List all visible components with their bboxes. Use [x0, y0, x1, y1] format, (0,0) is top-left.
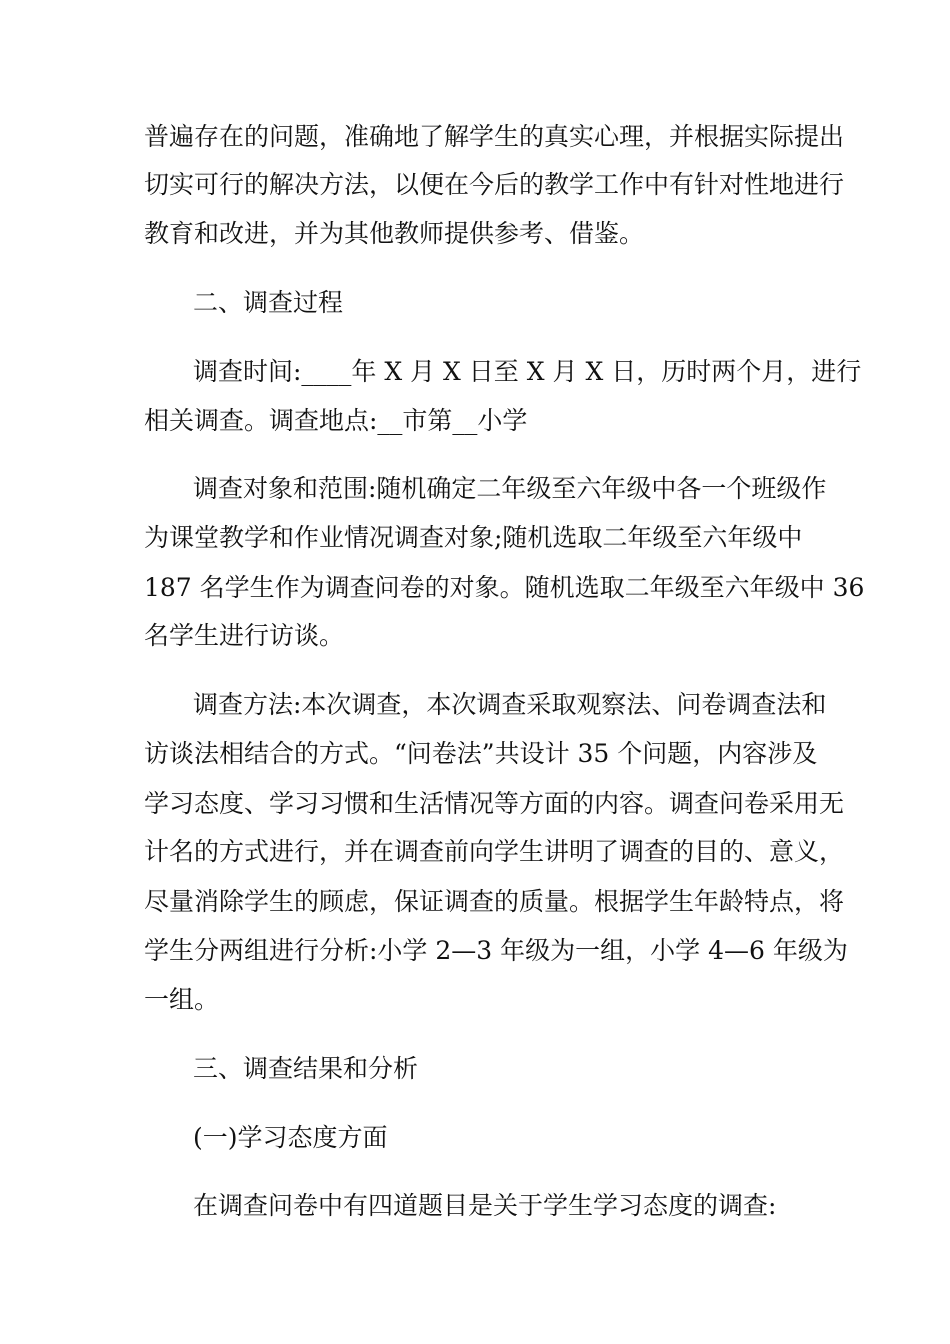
subjects-line-2: 为课堂教学和作业情况调查对象;随机选取二年级至六年级中 — [144, 523, 803, 552]
method-line-2: 访谈法相结合的方式。“问卷法”共设计 35 个问题，内容涉及 — [144, 739, 818, 768]
time-line-2: 相关调查。调查地点:__市第__小学 — [144, 406, 528, 435]
method-line-1: 调查方法:本次调查，本次调查采取观察法、问卷调查法和 — [193, 690, 827, 719]
heading-results: 三、调查结果和分析 — [193, 1054, 419, 1083]
subjects-line-1: 调查对象和范围:随机确定二年级至六年级中各一个班级作 — [193, 474, 827, 503]
subjects-line-4: 名学生进行访谈。 — [144, 621, 345, 650]
subheading-attitude: (一)学习态度方面 — [193, 1123, 388, 1152]
time-line-1: 调查时间:____年 X 月 X 日至 X 月 X 日，历时两个月，进行 — [193, 357, 862, 386]
method-line-6: 学生分两组进行分析:小学 2—3 年级为一组，小学 4—6 年级为 — [144, 936, 848, 965]
intro-line-2: 切实可行的解决方法，以便在今后的教学工作中有针对性地进行 — [144, 170, 845, 199]
heading-process: 二、调查过程 — [193, 288, 344, 317]
method-line-3: 学习态度、学习习惯和生活情况等方面的内容。调查问卷采用无 — [144, 789, 845, 818]
method-line-7: 一组。 — [144, 985, 220, 1014]
questions-line-1: 在调查问卷中有四道题目是关于学生学习态度的调查: — [193, 1191, 777, 1220]
intro-line-1: 普遍存在的问题，准确地了解学生的真实心理，并根据实际提出 — [144, 122, 845, 151]
method-line-5: 尽量消除学生的顾虑，保证调查的质量。根据学生年龄特点，将 — [144, 887, 845, 916]
method-line-4: 计名的方式进行，并在调查前向学生讲明了调查的目的、意义， — [144, 837, 845, 866]
intro-line-3: 教育和改进，并为其他教师提供参考、借鉴。 — [144, 219, 645, 248]
subjects-line-3: 187 名学生作为调查问卷的对象。随机选取二年级至六年级中 36 — [144, 573, 865, 602]
